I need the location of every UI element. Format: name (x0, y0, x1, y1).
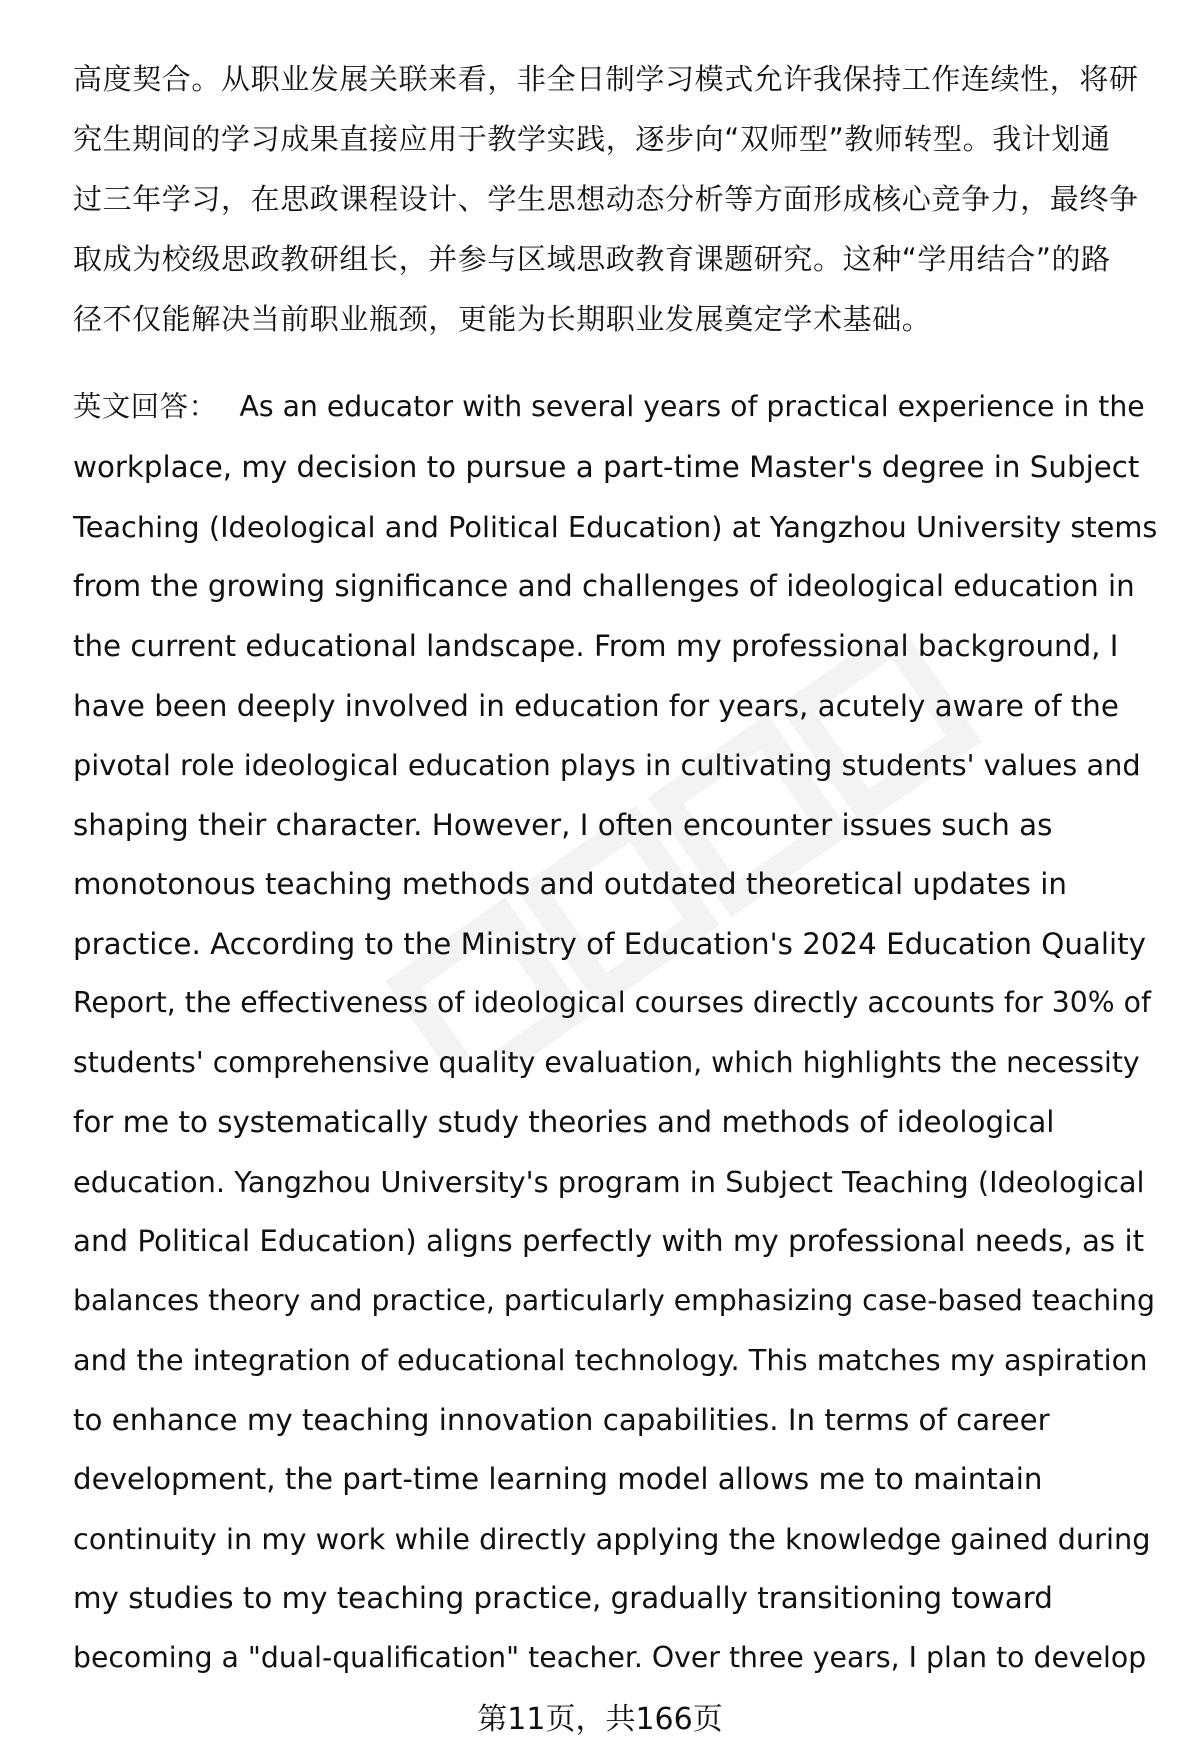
english-paragraph-line: development, the part-time learning model allows me to maintain (73, 1462, 1043, 1496)
english-paragraph-line: have been deeply involved in education for years, acutely aware of the (73, 689, 1119, 723)
english-paragraph-line: workplace, my decision to pursue a part-time Master's degree in Subject (73, 450, 1140, 484)
chinese-paragraph-line: 究生期间的学习成果直接应用于教学实践，逐步向“双师型”教师转型。我计划通 (73, 122, 1111, 156)
english-paragraph-line: and the integration of educational technology. This matches my aspiration (73, 1343, 1148, 1377)
english-paragraph-line: students' comprehensive quality evaluation, which highlights the necessity (73, 1046, 1140, 1079)
english-paragraph-line (73, 387, 1158, 427)
chinese-paragraph-line: 取成为校级思政教研组长，并参与区域思政教育课题研究。这种“学用结合”的路 (73, 242, 1111, 276)
english-paragraph-line: the current educational landscape. From my professional background, I (73, 629, 1119, 663)
english-paragraph-line: Report, the effectiveness of ideological courses directly accounts for 30% of (73, 986, 1151, 1019)
english-paragraph-line: practice. According to the Ministry of Education's 2024 Education Quality (73, 927, 1146, 961)
english-paragraph-line: continuity in my work while directly applying the knowledge gained during (73, 1522, 1151, 1556)
page-number-footer: 第11页，共166页 (477, 1702, 723, 1737)
english-paragraph-line: becoming a "dual-qualification" teacher. Over three years, I plan to develop (73, 1641, 1147, 1674)
chinese-paragraph-line: 过三年学习，在思政课程设计、学生思想动态分析等方面形成核心竞争力，最终争 (73, 182, 1139, 216)
english-paragraph-line: and Political Education) aligns perfectly with my professional needs, as it (73, 1224, 1145, 1258)
chinese-paragraph-line: 高度契合。从职业发展关联来看，非全日制学习模式允许我保持工作连续性，将研 (73, 62, 1139, 96)
english-paragraph-line: shaping their character. However, I often encounter issues such as (73, 808, 1053, 842)
english-paragraph-line: monotonous teaching methods and outdated theoretical updates in (73, 867, 1067, 901)
english-paragraph-line: Teaching (Ideological and Political Education) at Yangzhou University stems (73, 510, 1158, 544)
english-paragraph-line: balances theory and practice, particularly emphasizing case-based teaching (73, 1284, 1155, 1317)
chinese-paragraph-line: 径不仅能解决当前职业瓶颈，更能为长期职业发展奠定学术基础。 (73, 302, 932, 336)
english-paragraph-line: education. Yangzhou University's program in Subject Teaching (Ideological (73, 1165, 1145, 1199)
english-paragraph-line: my studies to my teaching practice, gradually transitioning toward (73, 1581, 1053, 1615)
english-line-text: As an educator with several years of practical experience in the (239, 390, 1145, 423)
english-paragraph-line: to enhance my teaching innovation capabilities. In terms of career (73, 1403, 1050, 1437)
english-paragraph-line: from the growing significance and challenges of ideological education in (73, 569, 1135, 603)
english-paragraph-line: for me to systematically study theories and methods of ideological (73, 1105, 1055, 1139)
english-answer-label: 英文回答： (73, 390, 218, 423)
english-paragraph-line: pivotal role ideological education plays in cultivating students' values and (73, 748, 1141, 782)
